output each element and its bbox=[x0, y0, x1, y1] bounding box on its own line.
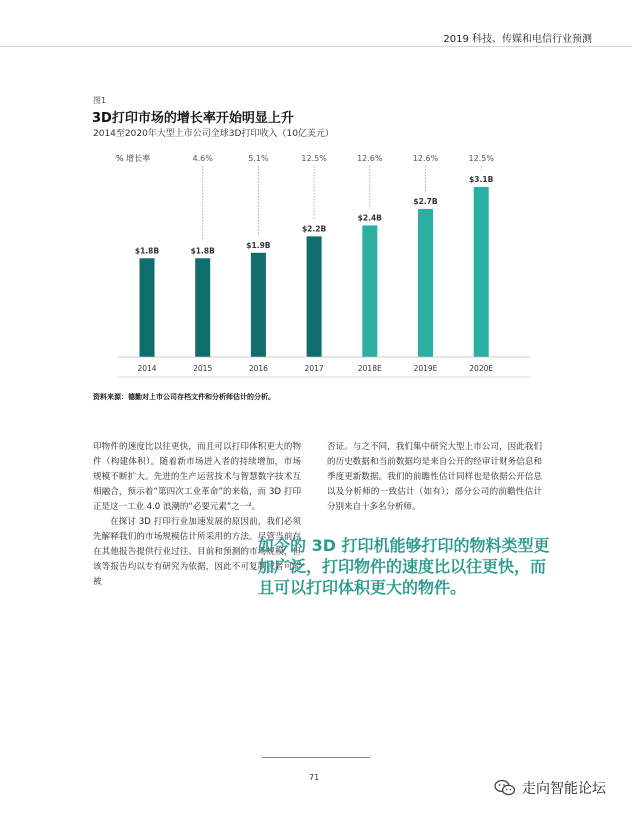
body-right-column bbox=[327, 440, 542, 515]
figure-title: 3D打印市场的增长率开始明显上升 bbox=[92, 111, 294, 126]
growth-rate: 12.5% bbox=[301, 154, 327, 163]
x-tick-label: 2018E bbox=[357, 364, 382, 373]
x-tick-label: 2020E bbox=[469, 364, 494, 373]
pull-quote: 如今的 3D 打印机能够打印的物料类型更加广泛，打印物件的速度比以往更快，而且可以打印体积更大的物件。 bbox=[258, 536, 550, 597]
figure-subtitle: 2014至2020年大型上市公司全球3D打印收入（10亿美元） bbox=[93, 129, 334, 139]
bar bbox=[195, 258, 210, 357]
body-paragraph: 在探讨 3D 打印行业加速发展的原因前，我们必须先解释我们的市场规模估计所采用的方法。尽管当前存在其他报告提供行业过往、目前和预测的市场规模，但该等报告均以专有研究为依据，因此不可复制或者可能被 bbox=[93, 517, 301, 587]
growth-rate: 4.6% bbox=[192, 154, 213, 163]
figure-label: 图1 bbox=[93, 96, 107, 105]
watermark-text: 走向智能论坛 bbox=[522, 781, 606, 797]
x-tick-label: 2017 bbox=[304, 364, 324, 373]
data-label: $2.4B bbox=[357, 213, 382, 223]
x-tick-label: 2014 bbox=[137, 364, 157, 373]
growth-rate: 5.1% bbox=[248, 154, 269, 163]
x-tick-label: 2019E bbox=[413, 364, 438, 373]
x-tick-label: 2016 bbox=[248, 364, 268, 373]
growth-rate-label: % 增长率 bbox=[116, 154, 151, 163]
body-paragraph: 印物件的速度比以往更快，而且可以打印体积更大的物件（构建体积）。随着新市场进入者的持续增加，市场规模不断扩大。先进的生产运营技术与智慧数字技术互相融合，预示着“第四次工业革命”的来临，而 3D 打印正是这一工业 4.0 浪潮的“必要元素”之一²。 bbox=[93, 442, 301, 512]
bar bbox=[140, 258, 155, 357]
figure-source: 资料来源：德勤对上市公司存档文件和分析师估计的分析。 bbox=[93, 393, 275, 401]
data-label: $2.7B bbox=[413, 196, 438, 206]
header-divider bbox=[0, 46, 632, 47]
bar bbox=[307, 236, 322, 357]
data-label: $1.8B bbox=[190, 246, 215, 256]
data-label: $1.9B bbox=[246, 240, 271, 250]
bar bbox=[362, 225, 377, 357]
watermark bbox=[494, 778, 606, 798]
wechat-icon bbox=[494, 779, 516, 797]
x-tick-label: 2015 bbox=[193, 364, 213, 373]
growth-rate: 12.6% bbox=[357, 154, 383, 163]
data-label: $2.2B bbox=[301, 224, 327, 234]
footer-divider bbox=[262, 757, 370, 758]
data-label: $1.8B bbox=[134, 246, 160, 256]
bar-chart bbox=[90, 145, 540, 380]
bar bbox=[418, 209, 433, 357]
body-paragraph: 否证。与之不同，我们集中研究大型上市公司，因此我们的历史数据和当前数据均是来自公开的经审计财务信息和季度更新数据。我们的前瞻性估计同样也是依据公开信息以及分析师的一致估计（如有）；部分公司的前瞻性估计分别来自十多名分析师。 bbox=[327, 442, 542, 512]
growth-rate: 12.5% bbox=[468, 154, 494, 163]
bar bbox=[474, 187, 489, 357]
data-label: $3.1B bbox=[469, 175, 494, 184]
growth-rate: 12.6% bbox=[412, 154, 439, 163]
page-number: 71 bbox=[309, 773, 320, 782]
bar bbox=[251, 253, 266, 357]
header-title: 2019 科技、传媒和电信行业预测 bbox=[443, 34, 592, 45]
